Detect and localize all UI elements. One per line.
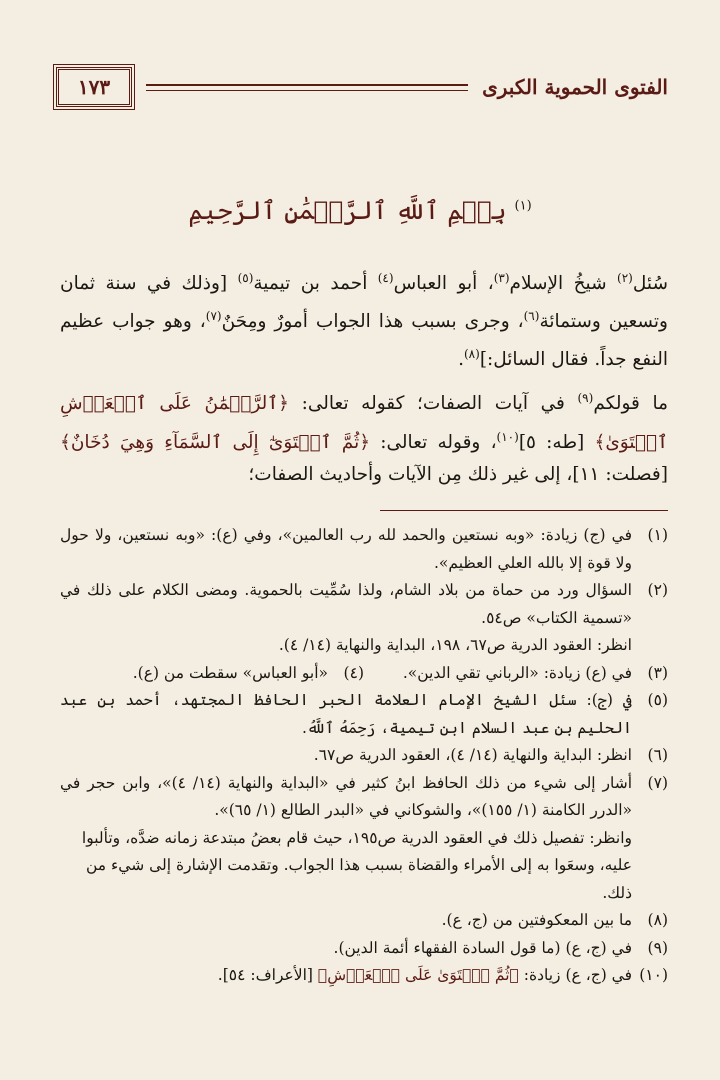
main-text — [60, 262, 668, 497]
page-number-box — [56, 67, 132, 107]
footnote-text: السؤال ورد من حماة من بلاد الشام، ولذا سُمِّيت بالحموية. ومضى الكلام على ذلك في «تسمية الكتاب» ص٥٤. — [60, 581, 632, 627]
footnote-text: في (ج) زيادة: «وبه نستعين والحمد لله رب العالمين»، وفي (ع): «وبه نستعين، ولا حول ولا قوة إلا بالله العلي العظيم». — [60, 526, 632, 572]
footnote-3 — [364, 660, 668, 688]
footnote-5 — [60, 687, 668, 742]
footnote-number: (١) — [647, 526, 668, 544]
question-paragraph — [60, 382, 668, 490]
quran-verse: ﴿ثُمَّ ٱسۡتَوَىٰ عَلَى ٱلۡعَرۡشِ﴾ — [317, 966, 519, 984]
text-run: أحمد بن تيمية — [253, 273, 378, 295]
text-run: [الأعراف: ٥٤]. — [217, 966, 318, 984]
footnote-text: انظر: البداية والنهاية (١٤/ ٤)، العقود الدرية ص٦٧. — [313, 746, 632, 764]
page-number: ١٧٣ — [77, 75, 111, 99]
text-run: [فصلت: ١١]، إلى غير ذلك مِن الآيات وأحاديث الصفات؛ — [248, 463, 668, 485]
footnote-divider — [380, 510, 668, 511]
footnote-number: (٣) — [647, 663, 668, 682]
header-rule — [146, 84, 468, 91]
basmala-footnote-ref: (١) — [514, 198, 532, 214]
text-run: . — [458, 349, 464, 371]
text-run: ما قولكم — [593, 393, 669, 415]
basmala-text: بِسۡمِ ٱللَّهِ ٱلرَّحۡمَٰنِ ٱلرَّحِيمِ — [188, 196, 507, 225]
text-run: شيخُ الإسلام — [509, 273, 618, 295]
footnote-ref-10: (١٠) — [496, 429, 519, 444]
footnote-ref-8: (٨) — [463, 347, 480, 362]
footnote-9 — [60, 935, 668, 963]
footnote-number: (٢) — [647, 581, 668, 599]
footnote-7-continuation: وانظر: تفصيل ذلك في العقود الدرية ص١٩٥، حيث قام بعضُ مبتدعة زمانه ضدَّه، وتألبوا عليه، وسعَوا به إلى الأمراء والقضاة بسبب هذا الجواب. وتقدمت الإشارة إلى شيء من ذلك. — [81, 828, 632, 902]
footnote-text: في (ع) زيادة: «الرباني تقي الدين». — [402, 663, 632, 682]
footnote-number: (٥) — [647, 691, 668, 709]
text-run: ، وجرى بسبب هذا الجواب أمورٌ ومِحَنٌ — [221, 311, 524, 333]
footnote-6 — [60, 742, 668, 770]
footnote-1 — [60, 522, 668, 577]
footnote-text: ما بين المعكوفتين من (ج، ع). — [441, 911, 632, 929]
text-run: سُئل — [632, 273, 668, 295]
footnote-ref-3: (٣) — [493, 271, 510, 285]
footnote-text — [60, 962, 632, 990]
basmala — [0, 196, 720, 225]
footnote-ref-2: (٢) — [617, 271, 633, 285]
footnote-text: أشار إلى شيء من ذلك الحافظ ابنُ كثير في «البداية والنهاية (١٤/ ٤)»، وابن حجر في «الدرر الكامنة (١/ ١٥٥)»، والشوكاني في «البدر الطالع (١/ ٦٥)». — [60, 773, 633, 819]
footnote-10 — [60, 962, 668, 990]
footnote-ref-6: (٦) — [523, 309, 540, 324]
text-run: [طه: ٥] — [518, 431, 595, 453]
footnote-ref-7: (٧) — [205, 309, 222, 324]
footnote-ref-5: (٥) — [237, 271, 254, 285]
footnotes — [60, 522, 668, 990]
text-run: ، وقوله تعالى: — [370, 431, 497, 453]
footnote-number: (٨) — [647, 911, 668, 929]
text-run: ، وهو جواب عظيم النفع جداً. فقال السائل:] — [60, 311, 668, 371]
running-title: الفتوى الحموية الكبرى — [482, 75, 668, 99]
text-run: ، أبو العباس — [393, 273, 494, 295]
footnote-ref-9: (٩) — [577, 391, 594, 406]
footnote-number: (٩) — [647, 938, 668, 957]
text-run: في آيات الصفات؛ كقوله تعالى: — [289, 393, 578, 415]
footnote-number: (٤) — [343, 663, 364, 682]
footnote-text: في (ج): سئل الشيخ الإمام العلامة الحبر الحافظ المجتهد، أحمد بن عبد الحليم بن عبد السلام ابن تيمية، رَحِمَهُ ٱللَّهُ. — [60, 691, 632, 737]
footnote-8 — [60, 907, 668, 935]
text-run: في (ج، ع) زيادة: — [518, 966, 632, 984]
footnote-number: (٧) — [647, 773, 668, 792]
footnote-number: (٦) — [647, 746, 668, 764]
question-intro-paragraph — [60, 262, 668, 376]
footnote-ref-4: (٤) — [377, 271, 394, 285]
footnote-2-continuation: انظر: العقود الدرية ص٦٧، ١٩٨، البداية والنهاية (١٤/ ٤). — [278, 636, 632, 654]
quran-verse: ﴿ثُمَّ ٱسۡتَوَىٰٓ إِلَى ٱلسَّمَآءِ وَهِيَ دُخَانٌ﴾ — [60, 431, 371, 453]
footnote-pair-3-4 — [60, 660, 668, 688]
page-header — [56, 62, 668, 112]
footnote-text: «أبو العباس» سقطت من (ع). — [132, 663, 328, 682]
footnote-2 — [60, 577, 668, 632]
quran-verse: ﴿ٱلرَّحۡمَٰنُ عَلَى ٱلۡعَرۡشِ ٱسۡتَوَىٰ﴾ — [60, 393, 668, 453]
text-run: [وذلك في سنة ثمان وتسعين وستمائة — [60, 273, 668, 333]
footnote-4 — [60, 660, 364, 688]
footnote-7 — [60, 770, 668, 825]
footnote-number: (١٠) — [639, 966, 668, 984]
footnote-text: في (ج، ع) (ما قول السادة الفقهاء أئمة الدين). — [333, 938, 632, 957]
